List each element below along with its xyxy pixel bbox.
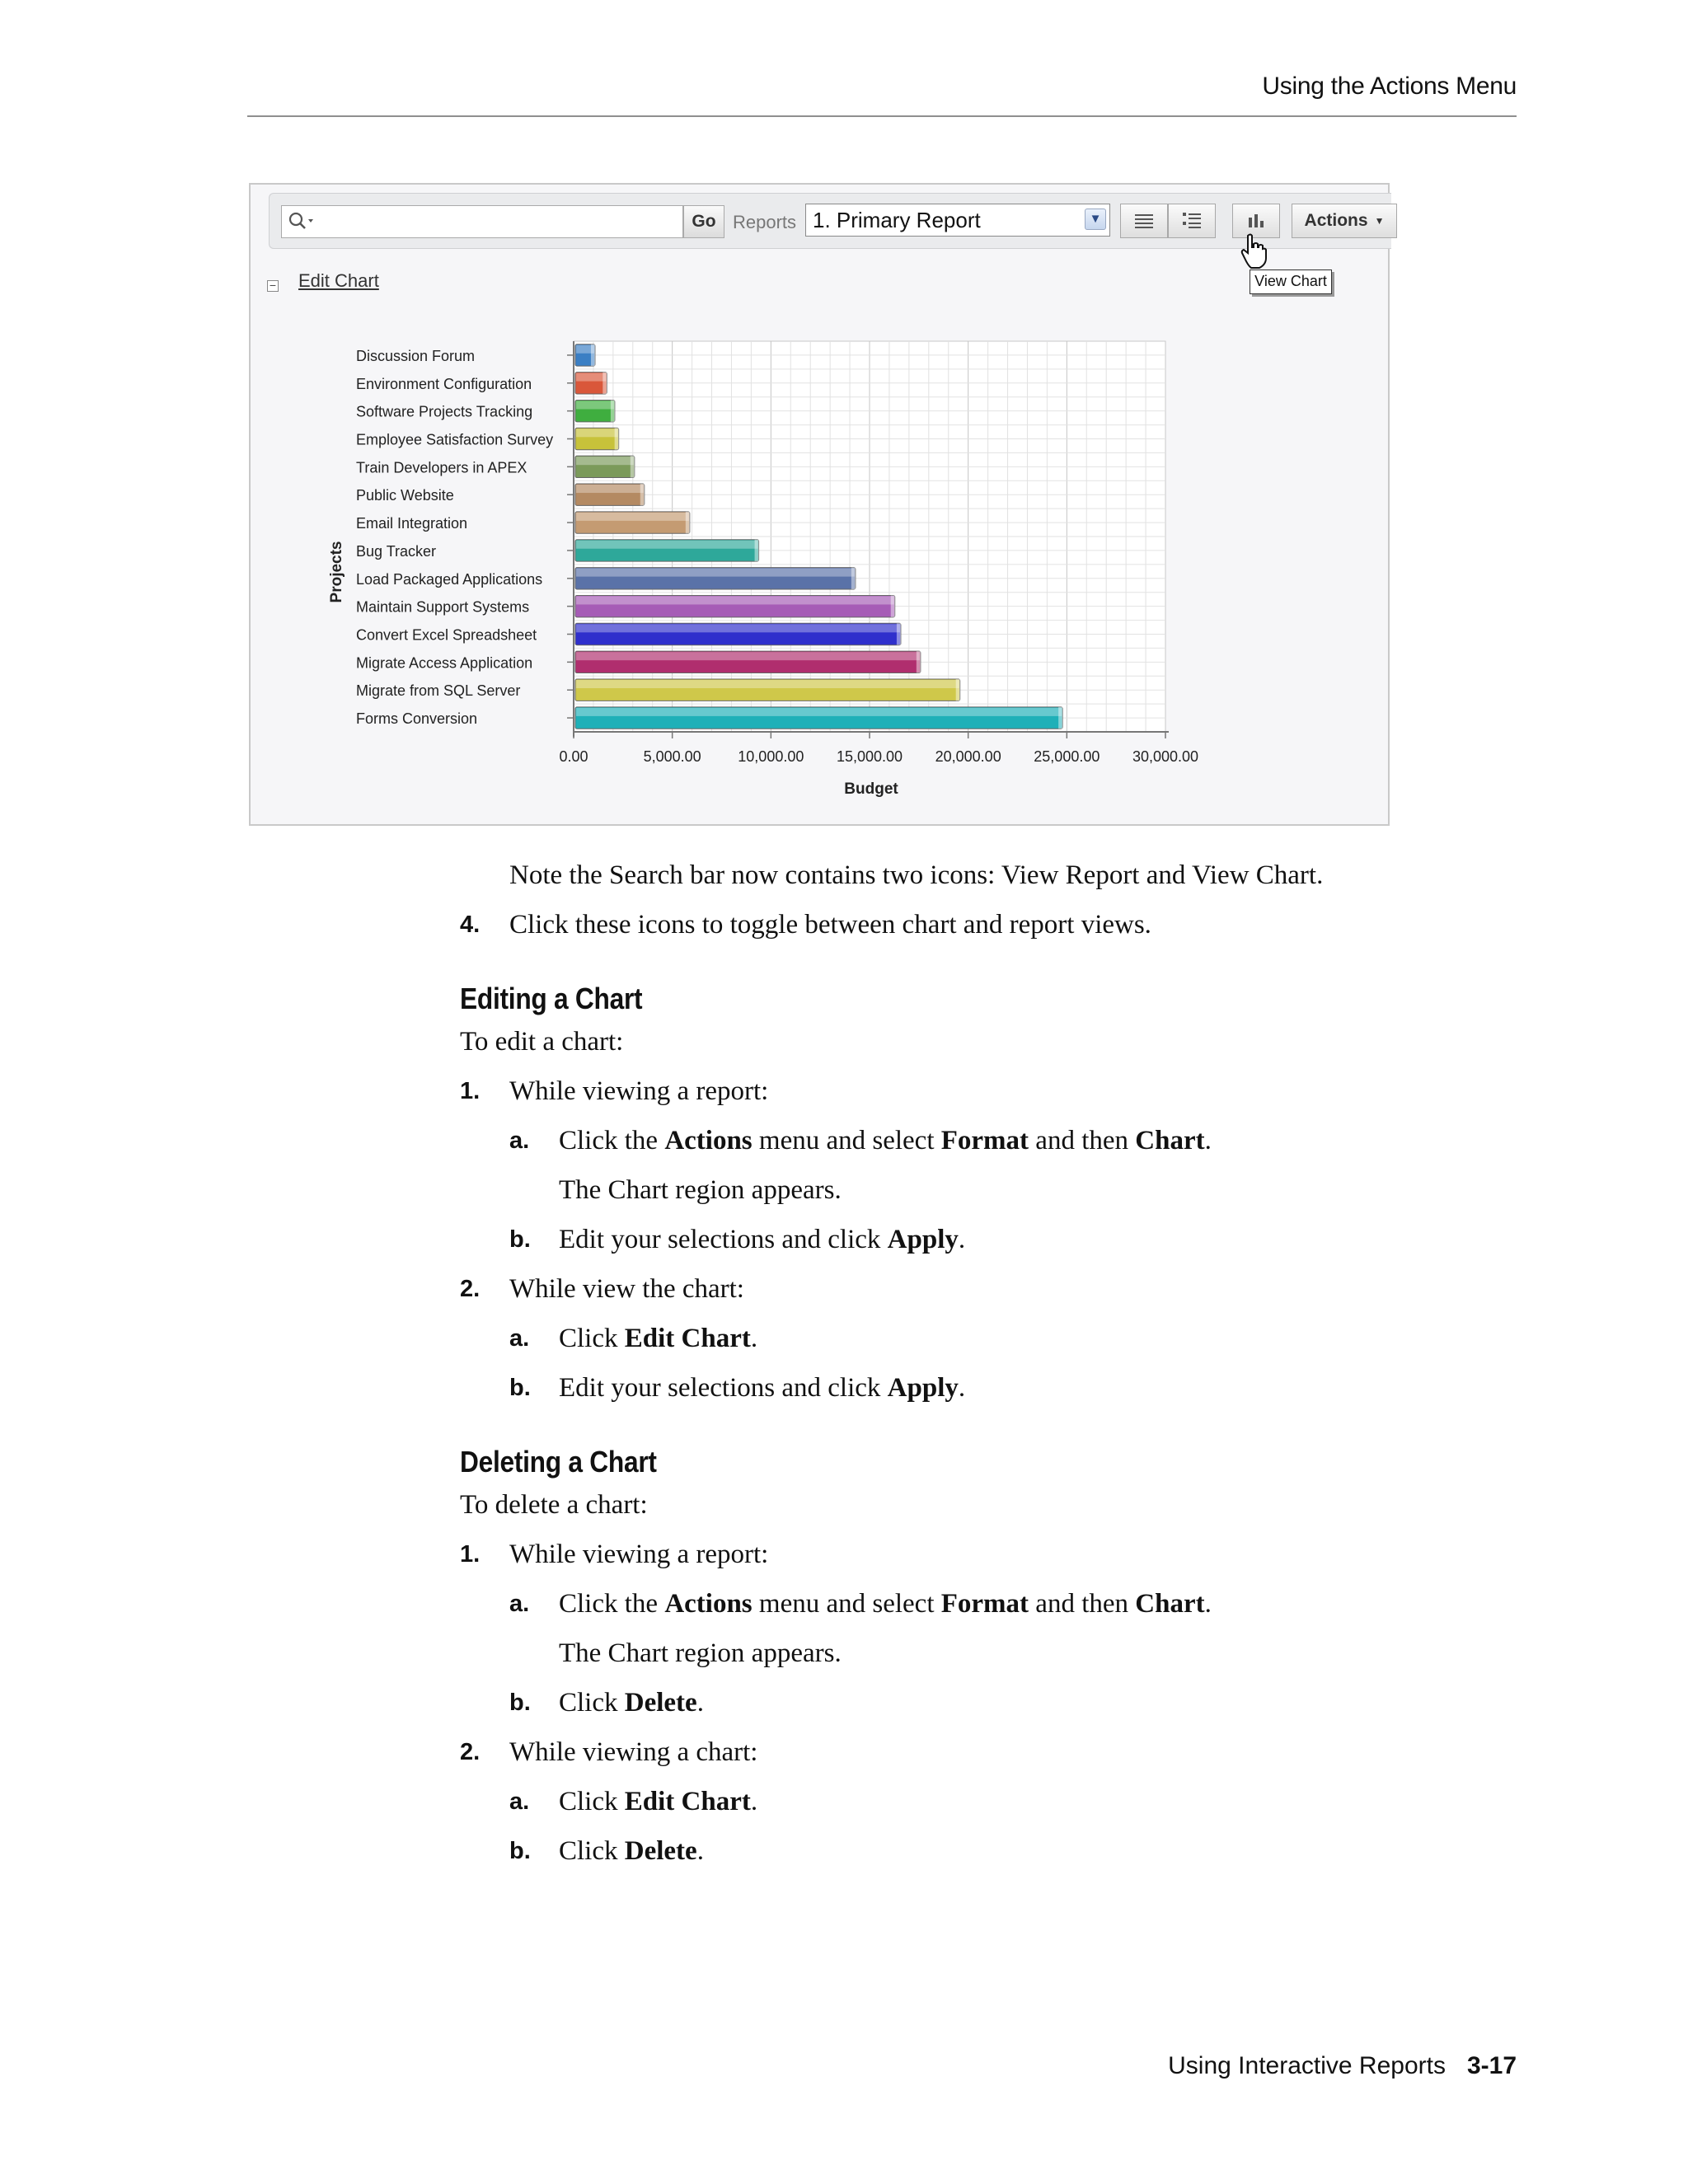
budget-bar-chart (251, 185, 1391, 827)
category-label: Environment Configuration (356, 375, 532, 392)
bold-run: Chart (1135, 1126, 1205, 1155)
bold-run: Format (940, 1126, 1029, 1155)
editing-step-1b-text (559, 1223, 965, 1256)
bar-highlight (576, 652, 920, 660)
text-run: Click (559, 1836, 625, 1866)
bar-highlight (576, 541, 758, 549)
category-label: Software Projects Tracking (356, 403, 533, 420)
category-label: Public Website (356, 487, 454, 504)
text-run: Edit your selections and click (559, 1225, 888, 1254)
deleting-step-2a-text (559, 1785, 757, 1818)
bar-highlight (576, 373, 606, 382)
bold-run: Edit Chart (624, 1787, 751, 1816)
deleting-intro: To delete a chart: (460, 1490, 648, 1520)
step-4-text: Click these icons to toggle between chart and report views. (509, 910, 1151, 940)
report-screenshot (249, 183, 1390, 826)
category-label: Discussion Forum (356, 347, 476, 364)
bar-highlight (576, 680, 959, 688)
deleting-step-2-number: 2. (460, 1739, 481, 1765)
deleting-step-1b-text (559, 1686, 704, 1719)
bar-cap (1058, 707, 1062, 729)
running-header (247, 73, 1517, 117)
editing-step-2a-number: a. (509, 1325, 530, 1352)
bar-cap (591, 344, 595, 366)
category-label: Migrate from SQL Server (356, 682, 521, 700)
bar-highlight (576, 596, 894, 604)
text-run: Click the (559, 1126, 665, 1155)
x-tick-label: 5,000.00 (643, 748, 701, 765)
go-button[interactable]: Go (683, 205, 724, 238)
editing-step-2b-number: b. (509, 1375, 531, 1401)
editing-step-2a-text (559, 1322, 757, 1355)
text-run: . (750, 1787, 758, 1816)
bold-run: Actions (664, 1589, 753, 1619)
x-tick-label: 30,000.00 (1132, 748, 1199, 765)
bar-highlight (576, 429, 618, 437)
bar-highlight (576, 708, 1062, 716)
x-tick-label: 20,000.00 (935, 748, 1001, 765)
text-run: Click (559, 1787, 625, 1816)
report-select-value: 1. Primary Report (813, 208, 981, 232)
bold-run: Delete (624, 1688, 697, 1718)
deleting-step-1a-number: a. (509, 1591, 530, 1617)
step-4-number: 4. (460, 912, 481, 938)
editing-step-1a-text (559, 1124, 1212, 1157)
text-run: Edit your selections and click (559, 1373, 888, 1403)
category-label: Bug Tracker (356, 542, 437, 560)
category-label: Email Integration (356, 515, 468, 532)
text-run: . (750, 1324, 758, 1353)
text-run: and then (1029, 1126, 1136, 1155)
category-label: Migrate Access Application (356, 654, 533, 672)
actions-menu-label: Actions (1304, 211, 1368, 230)
x-tick-label: 15,000.00 (836, 748, 903, 765)
bar-cap (611, 400, 615, 421)
text-run: Click (559, 1688, 625, 1718)
category-label: Convert Excel Spreadsheet (356, 626, 537, 644)
bar-cap (755, 540, 759, 561)
footer-section: Using Interactive Reports (1168, 2052, 1446, 2079)
chevron-down-icon[interactable]: ▼ (1085, 209, 1106, 230)
running-header-title: Using the Actions Menu (1262, 73, 1517, 100)
bar-highlight (576, 513, 689, 521)
editing-step-1b-number: b. (509, 1226, 531, 1253)
bar-cap (603, 373, 607, 394)
deleting-step-2b-text (559, 1835, 704, 1868)
category-label: Forms Conversion (356, 710, 478, 728)
edit-chart-link[interactable]: Edit Chart (298, 270, 379, 291)
deleting-step-1a-note: The Chart region appears. (559, 1638, 842, 1668)
text-run: Click (559, 1324, 625, 1353)
text-run: . (1204, 1589, 1212, 1619)
bold-run: Chart (1135, 1589, 1205, 1619)
editing-step-1-text: While viewing a report: (509, 1076, 769, 1106)
page-number: 3-17 (1466, 2052, 1517, 2079)
bar-cap (917, 651, 921, 673)
text-run: and then (1029, 1589, 1136, 1619)
text-run: . (696, 1688, 704, 1718)
bar-cap (891, 595, 895, 616)
bar-cap (897, 623, 901, 644)
y-axis-label: Projects (328, 541, 345, 603)
deleting-step-2a-number: a. (509, 1788, 530, 1815)
editing-step-2b-text (559, 1371, 965, 1404)
bar-highlight (576, 624, 900, 632)
bar-cap (631, 456, 635, 477)
bold-run: Apply (887, 1225, 959, 1254)
editing-heading: Editing a Chart (460, 982, 643, 1015)
deleting-step-2b-number: b. (509, 1838, 531, 1864)
editing-step-1a-number: a. (509, 1127, 530, 1154)
editing-intro: To edit a chart: (460, 1027, 624, 1057)
x-tick-label: 10,000.00 (738, 748, 804, 765)
bar-highlight (576, 485, 644, 493)
text-run: . (958, 1225, 966, 1254)
editing-step-1-number: 1. (460, 1078, 481, 1104)
category-label: Load Packaged Applications (356, 570, 543, 588)
category-label: Employee Satisfaction Survey (356, 431, 554, 448)
bar-highlight (576, 569, 855, 577)
bold-run: Apply (887, 1373, 959, 1403)
bold-run: Edit Chart (624, 1324, 751, 1353)
text-run: . (958, 1373, 966, 1403)
editing-step-1a-note: The Chart region appears. (559, 1175, 842, 1205)
view-chart-tooltip: View Chart (1250, 269, 1332, 294)
bar-cap (615, 428, 619, 449)
x-tick-label: 25,000.00 (1034, 748, 1100, 765)
deleting-step-1b-number: b. (509, 1690, 531, 1716)
deleting-step-1a-text (559, 1587, 1212, 1620)
text-run: . (696, 1836, 704, 1866)
note-paragraph: Note the Search bar now contains two icons: View Report and View Chart. (509, 860, 1324, 890)
bar-highlight (576, 401, 614, 409)
text-run: menu and select (752, 1589, 941, 1619)
bold-run: Format (940, 1589, 1029, 1619)
x-axis-label: Budget (844, 780, 898, 798)
text-run: . (1204, 1126, 1212, 1155)
bar-cap (956, 679, 960, 701)
x-tick-label: 0.00 (559, 748, 588, 765)
bar-cap (686, 512, 690, 533)
category-label: Maintain Support Systems (356, 598, 530, 616)
editing-step-2-text: While view the chart: (509, 1274, 744, 1304)
text-run: menu and select (752, 1126, 941, 1155)
page-footer (1168, 2052, 1517, 2080)
editing-step-2-number: 2. (460, 1276, 481, 1302)
deleting-heading: Deleting a Chart (460, 1445, 657, 1479)
deleting-step-1-text: While viewing a report: (509, 1540, 769, 1569)
caret-down-icon: ▼ (1374, 215, 1385, 227)
category-label: Train Developers in APEX (356, 459, 528, 476)
deleting-step-2-text: While viewing a chart: (509, 1737, 758, 1767)
bar-cap (851, 568, 856, 589)
bar-cap (640, 484, 645, 505)
bold-run: Actions (664, 1126, 753, 1155)
collapse-icon[interactable]: − (267, 280, 279, 292)
bar-highlight (576, 457, 634, 465)
text-run: Click the (559, 1589, 665, 1619)
deleting-step-1-number: 1. (460, 1541, 481, 1568)
reports-label: Reports (733, 212, 797, 232)
bold-run: Delete (624, 1836, 697, 1866)
